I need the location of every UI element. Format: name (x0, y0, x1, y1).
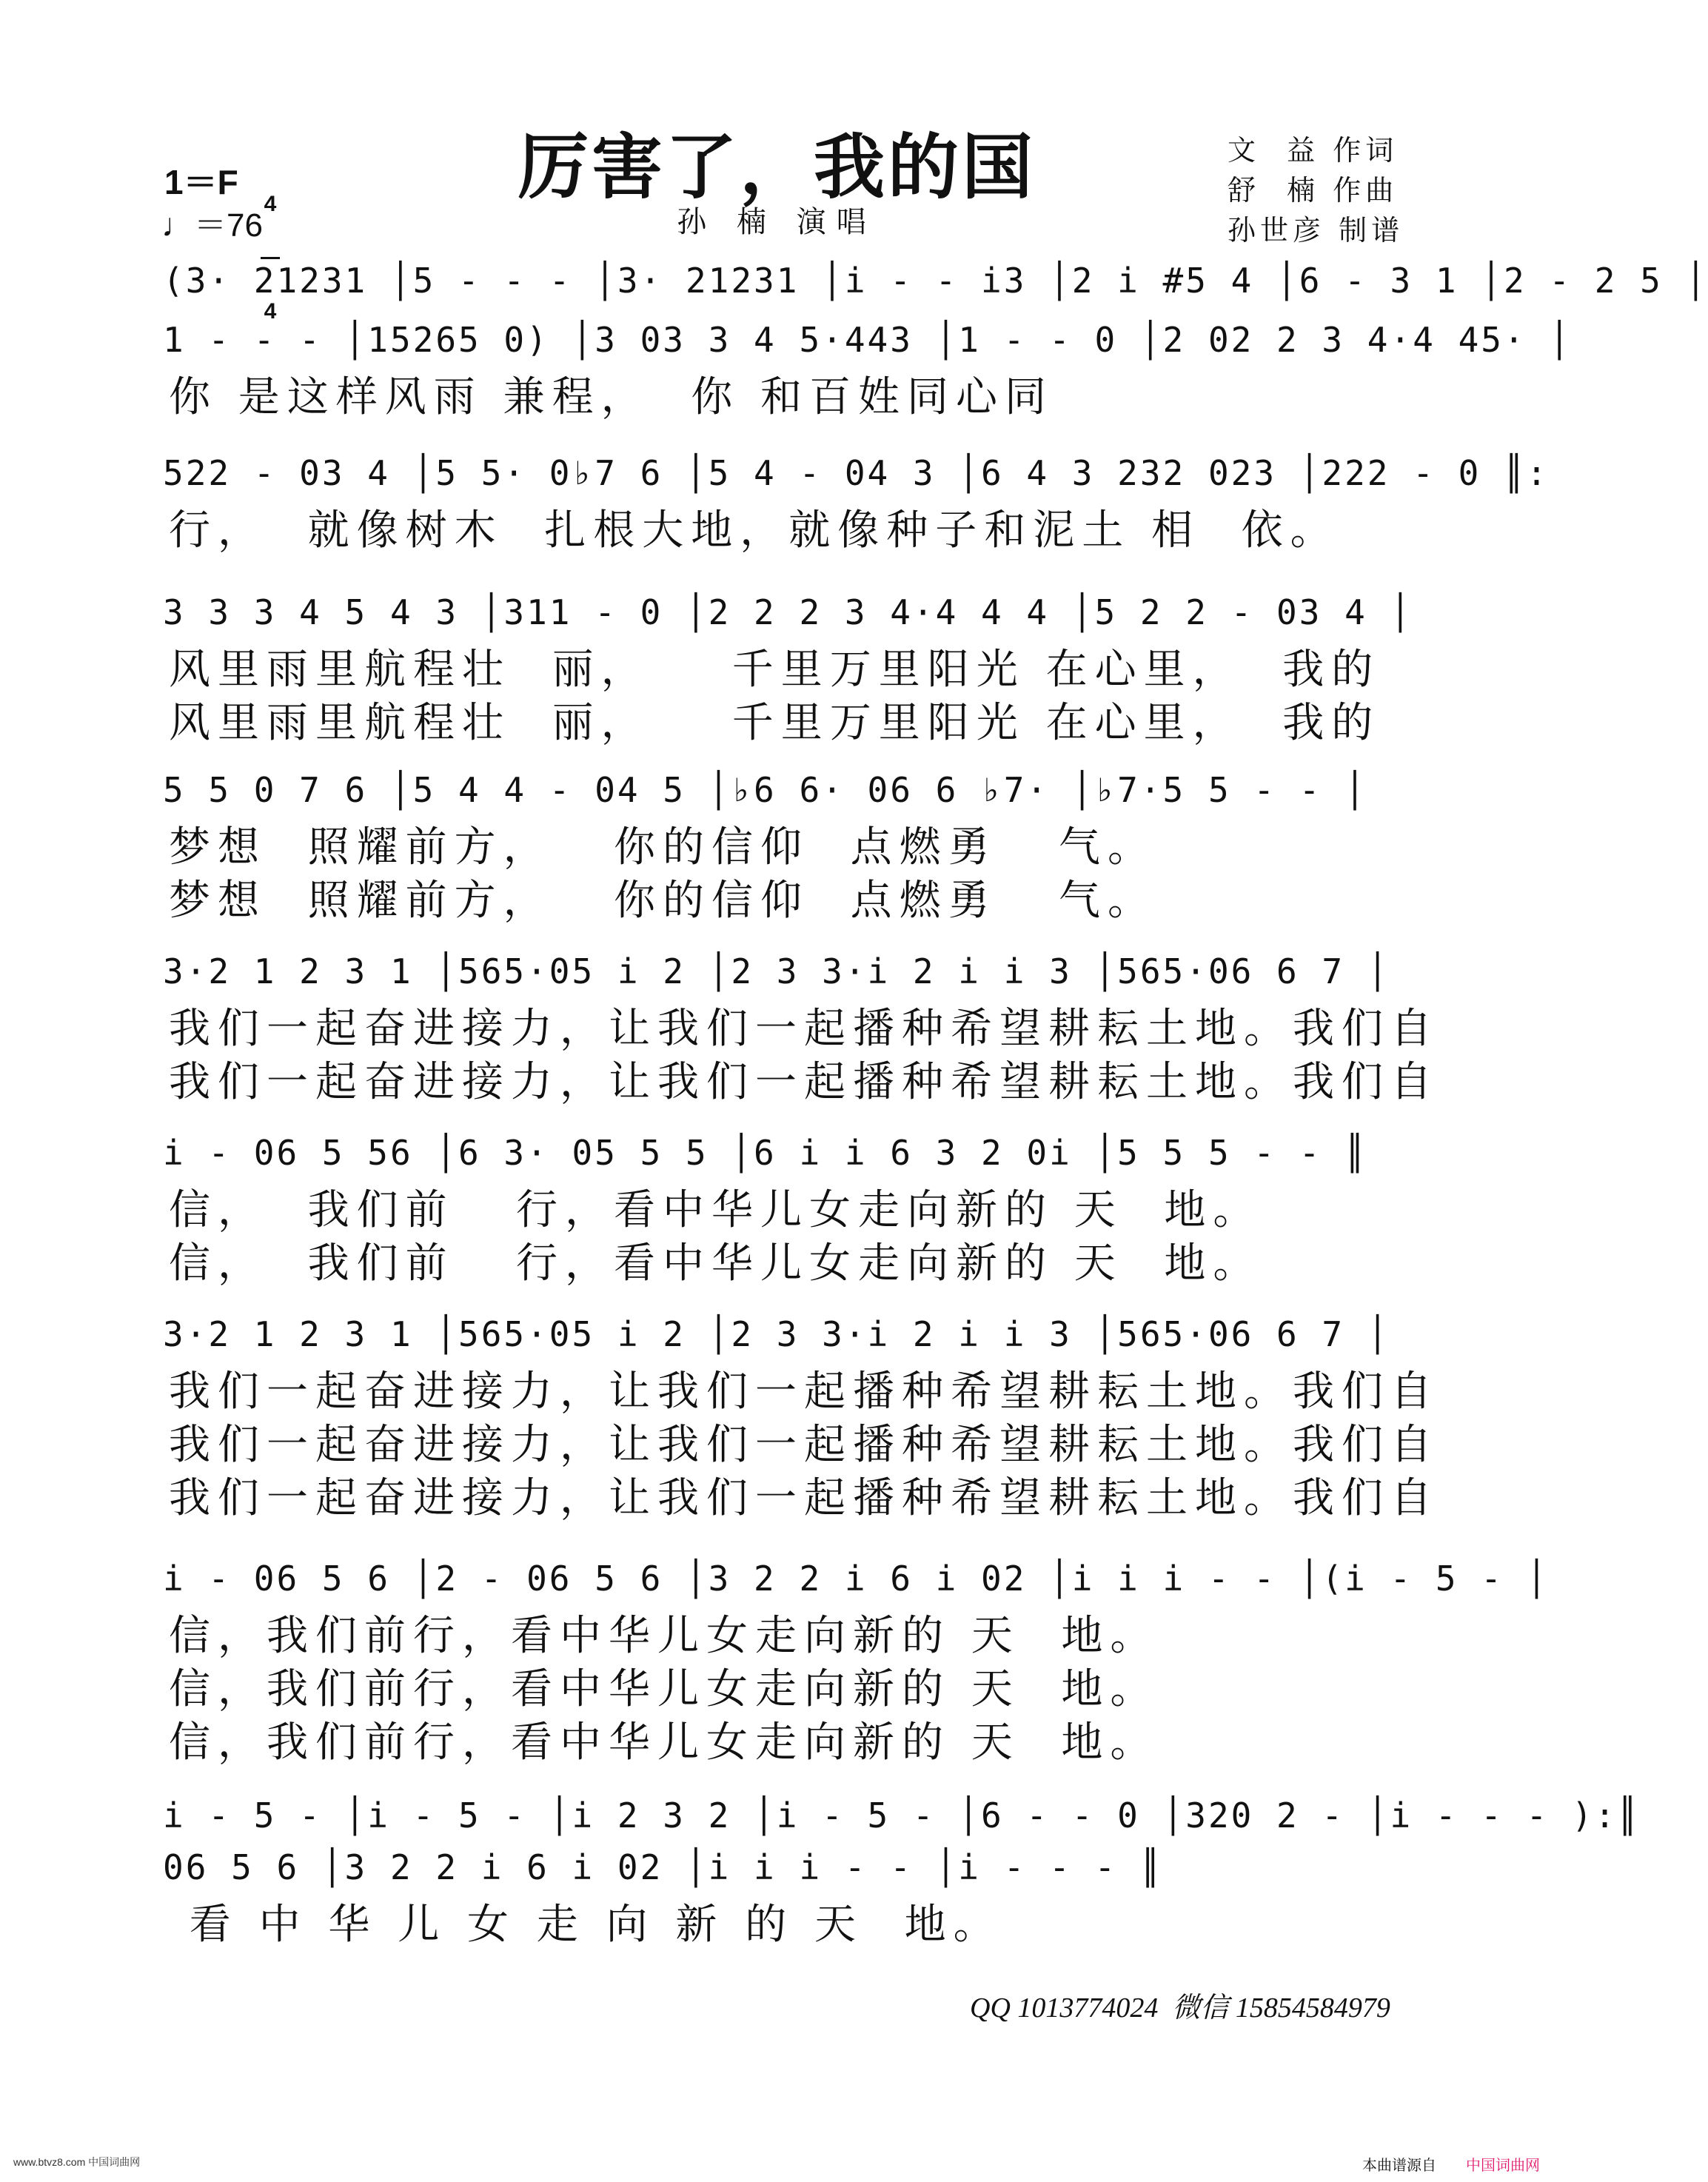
lyric-line: 风里雨里航程壮 丽， 千里万里阳光 在心里， 我的 (169, 699, 1381, 747)
lyric-line: 我们一起奋进接力，让我们一起播种希望耕耘土地。我们自 (169, 1368, 1439, 1416)
time-signature-bottom: 4 (264, 299, 277, 324)
singer-credit: 孙 楠 演唱 (677, 205, 877, 239)
source-label: 本曲谱源自 (1362, 2158, 1436, 2174)
source-site: 中国词曲网 (1466, 2158, 1540, 2174)
lyricist-credit: 文 益 作词 (1228, 134, 1399, 167)
notation-line: (3· 21231 │5 - - - │3· 21231 │i - - i3 │2 i #5 4 │6 - 3 1 │2 - 2 5 │ (163, 261, 1708, 301)
lyric-line: 风里雨里航程壮 丽， 千里万里阳光 在心里， 我的 (169, 646, 1381, 694)
time-signature-top: 4 (264, 192, 277, 216)
site-watermark: www.btvz8.com 中国词曲网 (13, 2156, 141, 2168)
lyric-line: 信， 我们前 行，看中华儿女走向新的 天 地。 (169, 1239, 1262, 1288)
lyric-line: 我们一起奋进接力，让我们一起播种希望耕耘土地。我们自 (169, 1005, 1439, 1053)
lyric-line: 信，我们前行，看中华儿女走向新的 天 地。 (169, 1719, 1159, 1767)
arranger-credit: 孙世彦 制谱 (1228, 214, 1404, 247)
notation-line: 1 - - - │15265 0) │3 03 3 4 5·443 │1 - - 0 │2 02 2 3 4·4 45· │ (163, 320, 1573, 360)
lyric-line: 行， 就像树木 扎根大地，就像种子和泥土 相 依。 (169, 506, 1339, 555)
time-signature (259, 153, 281, 343)
lyric-line: 信，我们前行，看中华儿女走向新的 天 地。 (169, 1612, 1159, 1660)
key-signature: 1＝F (164, 163, 238, 201)
composer-credit: 舒 楠 作曲 (1228, 174, 1399, 207)
song-title: 厉害了，我的国 (518, 125, 1036, 209)
tempo-marking: ♩＝76 (161, 207, 263, 244)
notation-line: 3·2 1 2 3 1 │565·05 i 2 │2 3 3·i 2 i i 3 │565·06 6 7 │ (163, 951, 1390, 991)
fraction-bar (261, 257, 280, 259)
notation-line: i - 06 5 6 │2 - 06 5 6 │3 2 2 i 6 i 02 │i i i - - │(i - 5 - │ (163, 1559, 1550, 1599)
notation-line: 3 3 3 4 5 4 3 │311 - 0 │2 2 2 3 4·4 4 4 │5 2 2 - 03 4 │ (163, 592, 1413, 632)
lyric-line: 我们一起奋进接力，让我们一起播种希望耕耘土地。我们自 (169, 1474, 1439, 1522)
lyric-line: 梦想 照耀前方， 你的信仰 点燃勇 气。 (169, 823, 1157, 871)
lyric-line: 信， 我们前 行，看中华儿女走向新的 天 地。 (169, 1186, 1262, 1234)
lyric-line: 梦想 照耀前方， 你的信仰 点燃勇 气。 (169, 877, 1157, 925)
lyric-line: 你 是这样风雨 兼程， 你 和百姓同心同 (169, 373, 1054, 421)
lyric-line: 我们一起奋进接力，让我们一起播种希望耕耘土地。我们自 (169, 1058, 1439, 1106)
lyric-line: 我们一起奋进接力，让我们一起播种希望耕耘土地。我们自 (169, 1421, 1439, 1469)
lyric-line: 看 中 华 儿 女 走 向 新 的 天 地。 (169, 1901, 1002, 1949)
lyric-line: 信，我们前行，看中华儿女走向新的 天 地。 (169, 1665, 1159, 1713)
notation-line: 522 - 03 4 │5 5· 0♭7 6 │5 4 - 04 3 │6 4 3 232 023 │222 - 0 ║: (163, 453, 1550, 493)
notation-line: 06 5 6 │3 2 2 i 6 i 02 │i i i - - │i - - - ║ (163, 1847, 1163, 1887)
notation-line: 3·2 1 2 3 1 │565·05 i 2 │2 3 3·i 2 i i 3 │565·06 6 7 │ (163, 1314, 1390, 1354)
notation-line: i - 5 - │i - 5 - │i 2 3 2 │i - 5 - │6 - - 0 │320 2 - │i - - - ):║ (163, 1796, 1641, 1835)
notation-line: 5 5 0 7 6 │5 4 4 - 04 5 │♭6 6· 06 6 ♭7· │♭7·5 5 - - │ (163, 770, 1367, 810)
notation-line: i - 06 5 56 │6 3· 05 5 5 │6 i i 6 3 2 0i │5 5 5 - - ║ (163, 1133, 1367, 1173)
contact-info: QQ 1013774024 微信 15854584979 (970, 1992, 1390, 2024)
